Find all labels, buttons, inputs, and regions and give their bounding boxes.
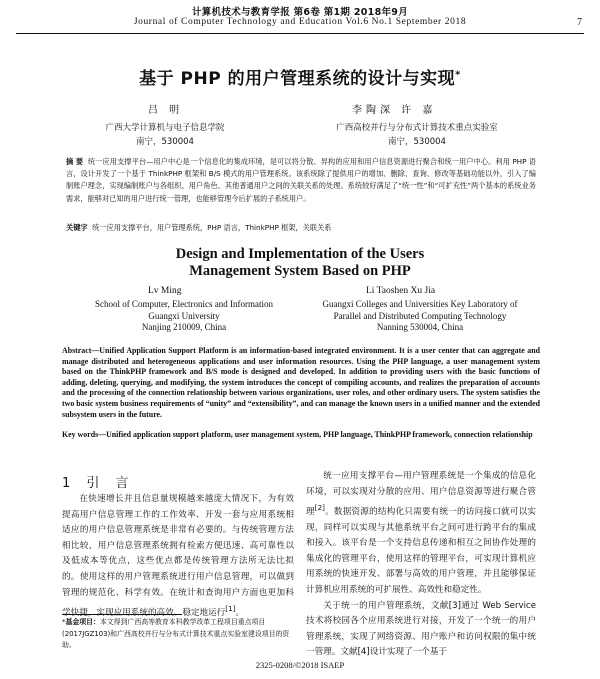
left-paragraph-text: 在快速增长并且信息量规模越来越庞大情况下，为有效提高用户信息管理工作的工作效率、开发一套与应用系统相适应的用户信息管理系统是非常有必要的。与传统管理方法相比较，用户信息管理系统拥有检索方便迅速、高可靠性以及低成本等优点，这些优点都是传统管理方法所无法比拟的。使用这样的用户管理系统进行用户信息管理，可以做到管理的规范化、科学有效。在统计和查询用户方面也更加科学快捷，实现应用系统的高效、稳定地运行 bbox=[62, 494, 294, 619]
footnote-mark: * bbox=[62, 618, 66, 626]
title-cn bbox=[0, 64, 600, 89]
keywords-cn-text: 统一应用支撑平台，用户管理系统，PHP 语言，ThinkPHP 框架，关联关系 bbox=[92, 223, 332, 232]
page-number: 7 bbox=[577, 17, 582, 28]
keywords-cn-label: 关键字 bbox=[66, 223, 88, 232]
right-paragraph-2 bbox=[306, 599, 536, 661]
affiliation-en-1-line: School of Computer, Electronics and Information bbox=[94, 299, 274, 309]
affiliation-cn-1 bbox=[70, 121, 260, 149]
abstract-en-text: Unified Application Support Platform is an information-based integrated environment. It is a user center that can aggregate and manage distributed and heterogeneous applications and user information resources. Using the PHP language, a user management system based on the ThinkPHP framework and B/S mode is designed and developed. In addition to providing users with the basic functions of adding, deleting, querying, and modifying, the system introduces the concept of compiling accounts, and realizes the preparation of accounts and the processing of the connection relationship between various organizations, user roles, and other ordinary users. The system satisfies the two basic system business requirements of “unity” and “extensibility”, and can manage the known users in a unified manner and the extended subsystem users in the future. bbox=[62, 346, 540, 419]
section-heading bbox=[62, 472, 135, 491]
right-paragraph-2-text: 关于统一的用户管理系统，文献[3]通过 Web Service 技术将校园各个应用系统进行对接，开发了一个统一的用户管理系统，实现了网络资源、用户账户和访问权限的集中统一管理。文献[4]设计实现了一个基于 bbox=[306, 600, 536, 658]
affiliation-en-2 bbox=[300, 299, 540, 334]
journal-header-cn: 计算机技术与教育学报 第6卷 第1期 2018年9月 bbox=[192, 7, 408, 18]
title-en-line: Management System Based on PHP bbox=[189, 263, 411, 279]
footnote-label: 基金项目： bbox=[65, 618, 100, 626]
abstract-cn-label: 摘 要 bbox=[66, 157, 84, 166]
right-paragraph-1-rest: 。数据资源的结构化只需要有统一的访问接口就可以实现，同样可以实现与其他系统平台之间可进行跨平台的集成和接入。该平台是一个支持信息传递和相互之间协作处理的集成化的管理平台，使用这样的管理平台，可实现计算机应用系统的快速开发、部署与高效的用户管理，并且能够保证计算机应用系统的可扩展性、高效性和稳定性。 bbox=[306, 507, 536, 596]
right-paragraph-1-text: 统一应用支撑平台—用户管理系统是一个集成的信息化环境，可以实现对分散的应用、用户信息资源等进行聚合管理 bbox=[306, 471, 536, 518]
abstract-cn-text: 统一应用支撑平台—用户中心是一个信息化的集成环境，是可以将分散、异构的应用和用户信息资源进行聚合和统一用户中心。利用 PHP 语言，设计开发了一个基于 ThinkPHP 框架和 B/S 模式的用户管理系统。该系统除了提供用户的增加、删除、查询、修改等基础功能以外，引入了编制账户理念，实现编制账户与各组织、用户角色、其他普通用户之间的关联关系的处理。系统较好满足了“统一性”和“可扩充性”两个基本的系统业务需求，能够对已知的用户进行统一管理，也能够管理今后扩展的子系统用户。 bbox=[66, 157, 536, 203]
journal-header-en: Journal of Computer Technology and Education Vol.6 No.1 September 2018 bbox=[133, 17, 467, 27]
section-title: 引 言 bbox=[86, 476, 135, 491]
affiliation-cn-2 bbox=[292, 121, 542, 149]
title-footnote-mark: * bbox=[455, 69, 461, 81]
affiliation-cn-1-line: 南宁，530004 bbox=[136, 137, 194, 147]
affiliation-cn-2-line: 广西高校并行与分布式计算技术重点实验室 bbox=[336, 123, 498, 133]
section-number: 1 bbox=[62, 476, 77, 491]
left-paragraph bbox=[62, 492, 294, 622]
keywords-cn bbox=[66, 223, 536, 233]
affiliation-en-2-line: Nanning 530004, China bbox=[376, 322, 464, 332]
affiliation-en-2-line: Guangxi Colleges and Universities Key Laboratory of bbox=[322, 299, 518, 309]
affiliation-cn-1-line: 广西大学计算机与电子信息学院 bbox=[105, 123, 225, 133]
keywords-en-label: Key words— bbox=[62, 430, 107, 439]
header-rule bbox=[16, 33, 584, 34]
keywords-en bbox=[62, 430, 540, 441]
footnote-rule bbox=[62, 614, 182, 615]
title-en bbox=[0, 246, 600, 280]
left-column bbox=[62, 492, 294, 622]
author-cn-1: 吕 明 bbox=[148, 105, 184, 116]
title-cn-text: 基于 PHP 的用户管理系统的设计与实现 bbox=[139, 69, 456, 89]
footer-code: 2325-0208/©2018 ISAEP bbox=[255, 660, 345, 670]
affiliation-en-1-line: Guangxi University bbox=[148, 310, 220, 321]
abstract-en-label: Abstract— bbox=[62, 346, 100, 355]
author-en-1: Lv Ming bbox=[148, 286, 182, 296]
author-cn-2: 李陶深 许 嘉 bbox=[352, 105, 437, 116]
author-en-2: Li Taoshen Xu Jia bbox=[366, 286, 436, 296]
affiliation-en-1-line: Nanjing 210009, China bbox=[141, 322, 227, 332]
abstract-en bbox=[62, 346, 540, 420]
keywords-en-text: Unified application support platform, user management system, PHP language, ThinkPHP framework, connection relationship bbox=[106, 430, 533, 439]
affiliation-en-2-line: Parallel and Distributed Computing Technology bbox=[333, 310, 507, 321]
citation-1: [1] bbox=[225, 604, 236, 614]
right-paragraph-1 bbox=[306, 469, 536, 599]
abstract-cn bbox=[66, 156, 536, 205]
affiliation-en-1 bbox=[64, 299, 304, 334]
footnote bbox=[62, 617, 290, 652]
left-paragraph-end: 。 bbox=[235, 608, 245, 619]
citation-2: [2] bbox=[314, 503, 325, 513]
right-column bbox=[306, 469, 536, 661]
affiliation-cn-2-line: 南宁，530004 bbox=[388, 137, 446, 147]
footnote-text: 本文得到广西高等教育本科教学改革工程项目重点项目(2017JGZ103)和广西高校并行与分布式计算技术重点实验室建设项目的资助。 bbox=[62, 618, 290, 649]
title-en-line: Design and Implementation of the Users bbox=[175, 246, 425, 262]
